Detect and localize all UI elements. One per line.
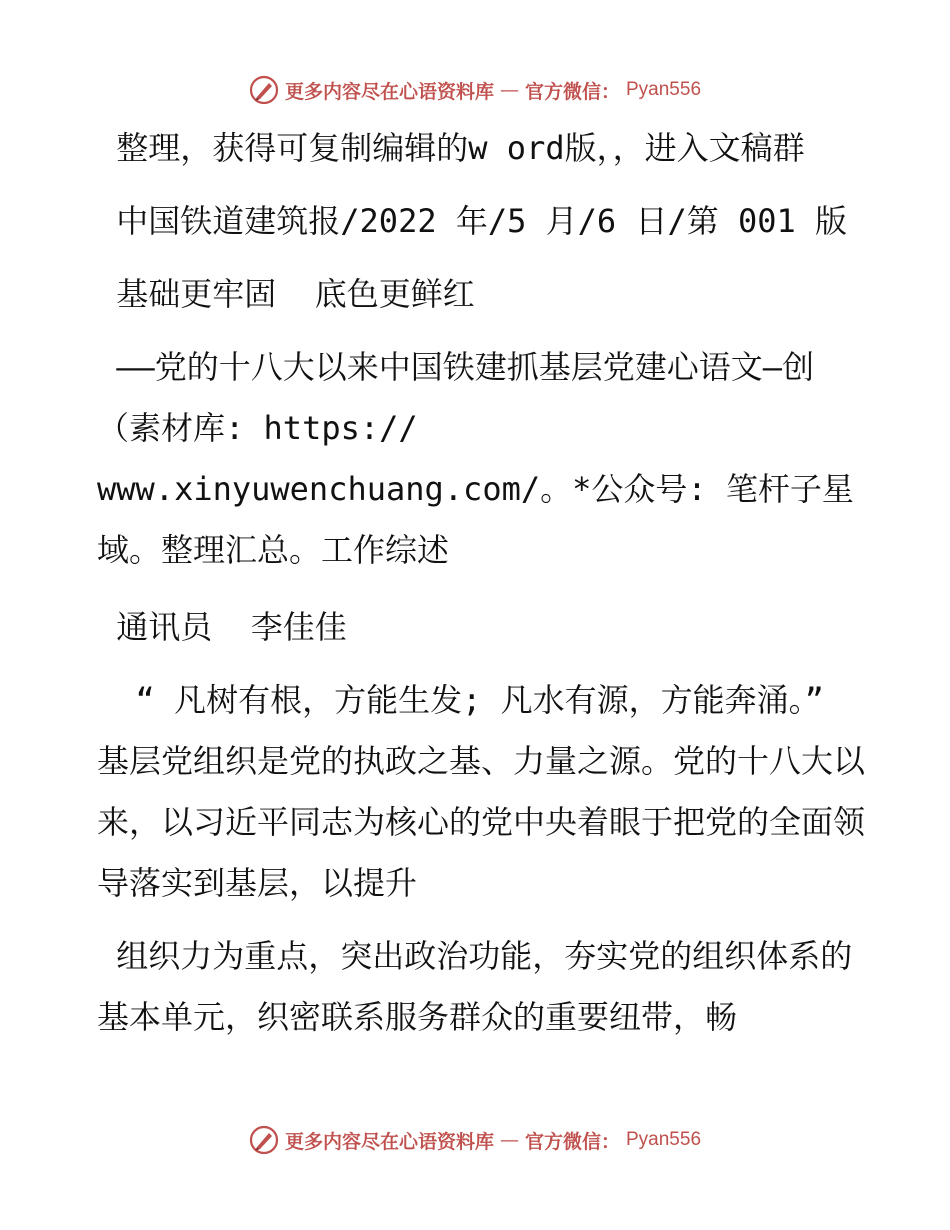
- footer-watermark: [0, 1120, 950, 1160]
- publication-line: 中国铁道建筑报/2022 年/5 月/6 日/第 001 版: [97, 202, 848, 240]
- watermark-account-label: 官方微信：: [524, 80, 620, 103]
- watermark-main-text: 更多内容尽在心语资料库: [284, 80, 494, 103]
- document-body: [97, 118, 867, 1048]
- watermark-account-value: Pyan556: [626, 1129, 702, 1150]
- watermark-account-value: Pyan556: [626, 79, 702, 100]
- header-watermark: [0, 70, 950, 110]
- watermark-account-label: 官方微信：: [524, 1130, 620, 1153]
- body-paragraph-1: “ 凡树有根，方能生发; 凡水有源，方能奔涌。” 基层党组织是党的执政之基、力量之源。党的十八大以来，以习近平同志为核心的党中央着眼于把党的全面领导落实到基层，以提升: [97, 681, 866, 902]
- headline: 基础更牢固 底色更鲜红: [97, 275, 475, 313]
- watermark-separator: —: [499, 1129, 519, 1151]
- subheadline: ——党的十八大以来中国铁建抓基层党建心语文—创（素材库: https:// www.xinyuwenchuang.com/。*公众号: 笔杆子星域。整理汇总。工作综述: [97, 348, 854, 569]
- intro-paragraph: 整理，获得可复制编辑的w ord版，，进入文稿群: [97, 129, 805, 167]
- watermark-main-text: 更多内容尽在心语资料库: [284, 1130, 494, 1153]
- pen-logo-icon: [249, 1125, 279, 1155]
- byline: 通讯员 李佳佳: [97, 608, 347, 646]
- pen-logo-icon: [249, 75, 279, 105]
- body-paragraph-2: 组织力为重点，突出政治功能，夯实党的组织体系的基本单元，织密联系服务群众的重要纽带，畅: [97, 937, 853, 1036]
- watermark-separator: —: [499, 79, 519, 101]
